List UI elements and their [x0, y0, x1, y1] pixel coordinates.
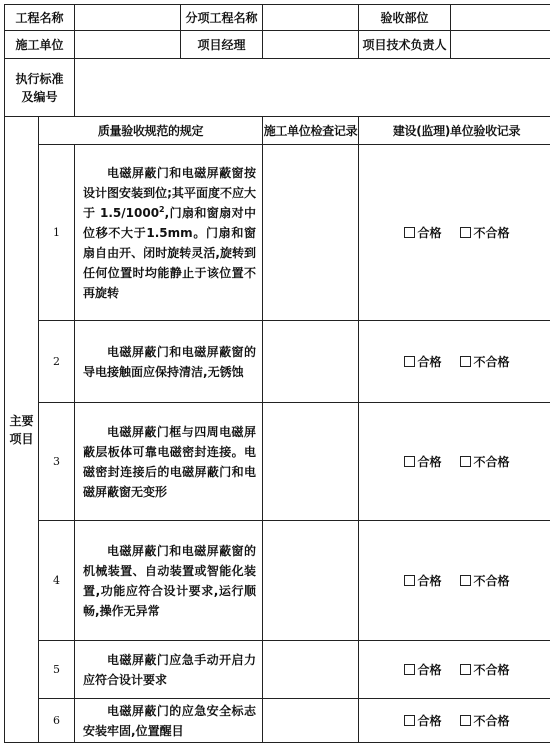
fail-label: 不合格 [473, 226, 510, 240]
fail-label: 不合格 [473, 455, 510, 469]
fail-checkbox[interactable] [460, 227, 471, 238]
tech-lead-field[interactable] [451, 31, 550, 59]
acceptance-table [4, 4, 550, 743]
acceptance-part-label: 验收部位 [359, 5, 451, 31]
table-row [5, 699, 550, 743]
spec-text: 电磁屏蔽门和电磁屏蔽窗按设计图安装到位;其平面度不应大于 1.5/1000$^2$,门扇和窗扇对中位移不大于1.5mm。门扇和窗扇自由开、闭时旋转灵活,旋转到任何位置时均能静止于该位置不再旋转 [75, 145, 263, 321]
fail-label: 不合格 [473, 714, 510, 728]
table-row [5, 403, 550, 521]
category-main-items: 主要项目 [5, 117, 39, 743]
fail-checkbox[interactable] [460, 715, 471, 726]
fail-label: 不合格 [473, 574, 510, 588]
spec-text: 电磁屏蔽门和电磁屏蔽窗的机械装置、自动装置或智能化装置,功能应符合设计要求,运行顺畅,操作无异常 [75, 521, 263, 641]
item-number: 4 [39, 521, 75, 641]
construction-record-cell[interactable] [263, 641, 359, 699]
acceptance-record-sheet [4, 4, 546, 745]
header-row-unit [5, 31, 550, 59]
construction-unit-label: 施工单位 [5, 31, 75, 59]
pass-label: 合格 [417, 714, 442, 728]
table-row [5, 521, 550, 641]
spec-text: 电磁屏蔽门和电磁屏蔽窗的导电接触面应保持清洁,无锈蚀 [75, 321, 263, 403]
fail-checkbox[interactable] [460, 664, 471, 675]
verdict-cell [359, 699, 550, 743]
item-number: 2 [39, 321, 75, 403]
item-number: 3 [39, 403, 75, 521]
pass-label: 合格 [417, 455, 442, 469]
project-manager-field[interactable] [263, 31, 359, 59]
fail-label: 不合格 [473, 355, 510, 369]
spec-column-header: 质量验收规范的规定 [39, 117, 263, 145]
pass-label: 合格 [417, 226, 442, 240]
construction-record-cell[interactable] [263, 321, 359, 403]
pass-checkbox[interactable] [404, 227, 415, 238]
item-number: 5 [39, 641, 75, 699]
project-name-field[interactable] [75, 5, 181, 31]
spec-text: 电磁屏蔽门的应急安全标志安装牢固,位置醒目 [75, 699, 263, 743]
construction-unit-field[interactable] [75, 31, 181, 59]
table-row [5, 641, 550, 699]
item-number: 6 [39, 699, 75, 743]
construction-record-header: 施工单位检查记录 [263, 117, 359, 145]
column-header-row [5, 117, 550, 145]
standard-field[interactable] [75, 59, 550, 117]
construction-record-cell[interactable] [263, 521, 359, 641]
verdict-cell [359, 321, 550, 403]
pass-label: 合格 [417, 355, 442, 369]
pass-checkbox[interactable] [404, 715, 415, 726]
verdict-cell [359, 403, 550, 521]
item-number: 1 [39, 145, 75, 321]
verdict-cell [359, 521, 550, 641]
project-name-label: 工程名称 [5, 5, 75, 31]
pass-label: 合格 [417, 663, 442, 677]
pass-checkbox[interactable] [404, 664, 415, 675]
construction-record-cell[interactable] [263, 699, 359, 743]
header-row-standard [5, 59, 550, 117]
fail-checkbox[interactable] [460, 575, 471, 586]
verdict-cell [359, 641, 550, 699]
fail-checkbox[interactable] [460, 356, 471, 367]
spec-text: 电磁屏蔽门应急手动开启力应符合设计要求 [75, 641, 263, 699]
standard-label-line2: 及编号 [21, 89, 58, 104]
standard-label [5, 59, 75, 117]
table-row [5, 145, 550, 321]
fail-checkbox[interactable] [460, 456, 471, 467]
fail-label: 不合格 [473, 663, 510, 677]
supervision-record-header: 建设(监理)单位验收记录 [359, 117, 550, 145]
pass-checkbox[interactable] [404, 356, 415, 367]
standard-label-line1: 执行标准 [15, 71, 64, 86]
construction-record-cell[interactable] [263, 145, 359, 321]
acceptance-part-field[interactable] [451, 5, 550, 31]
sub-project-label: 分项工程名称 [181, 5, 263, 31]
table-row [5, 321, 550, 403]
pass-label: 合格 [417, 574, 442, 588]
header-row-project [5, 5, 550, 31]
sub-project-field[interactable] [263, 5, 359, 31]
pass-checkbox[interactable] [404, 575, 415, 586]
construction-record-cell[interactable] [263, 403, 359, 521]
project-manager-label: 项目经理 [181, 31, 263, 59]
tech-lead-label: 项目技术负责人 [359, 31, 451, 59]
spec-text: 电磁屏蔽门框与四周电磁屏蔽层板体可靠电磁密封连接。电磁密封连接后的电磁屏蔽门和电磁屏蔽窗无变形 [75, 403, 263, 521]
pass-checkbox[interactable] [404, 456, 415, 467]
verdict-cell [359, 145, 550, 321]
